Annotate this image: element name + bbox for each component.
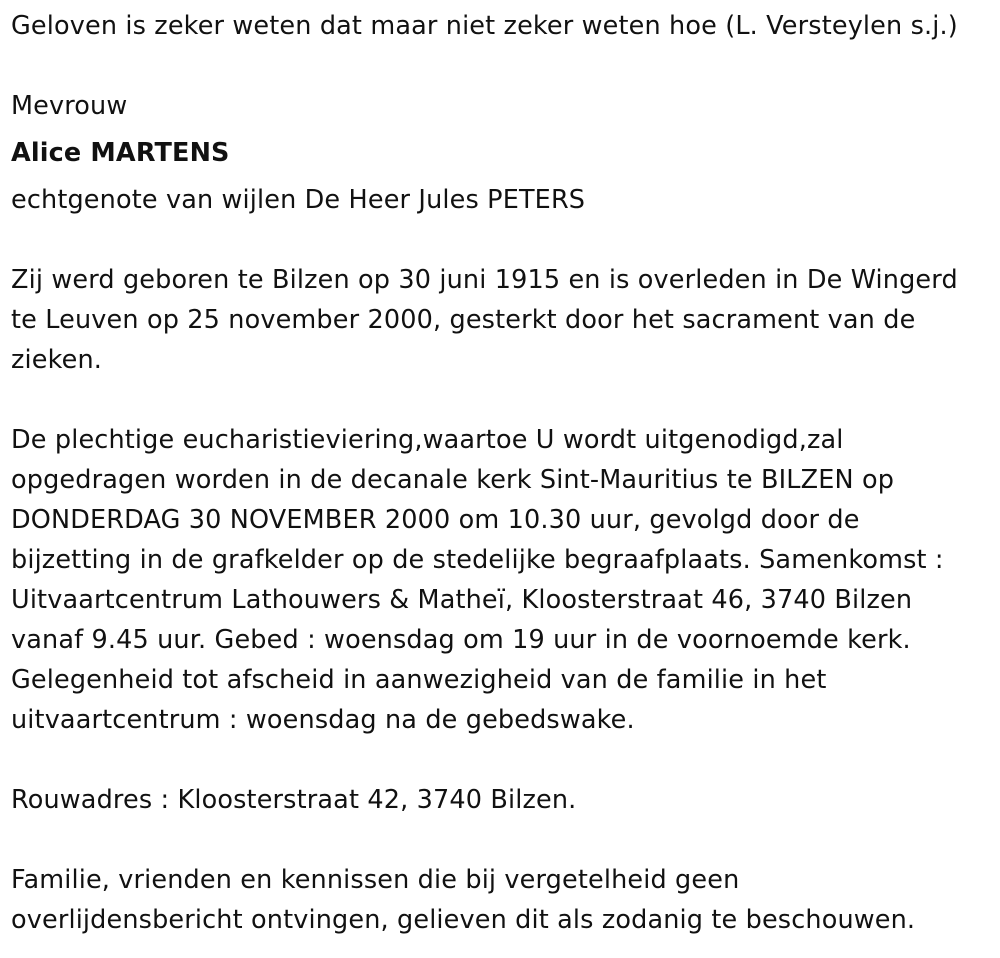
paragraph-line: De plechtige eucharistieviering,waartoe U wordt uitgenodigd,zal [11, 425, 844, 455]
paragraph-line: vanaf 9.45 uur. Gebed : woensdag om 19 uur in de voornoemde kerk. [11, 625, 911, 655]
salutation: Mevrouw [11, 91, 128, 121]
paragraph-line: Gelegenheid tot afscheid in aanwezigheid van de familie in het [11, 665, 827, 695]
paragraph-line: zieken. [11, 345, 103, 375]
paragraph-line: opgedragen worden in de decanale kerk Sint-Mauritius te BILZEN op [11, 465, 895, 495]
ceremony-paragraph [11, 420, 988, 740]
paragraph-line: uitvaartcentrum : woensdag na de gebedswake. [11, 705, 635, 735]
paragraph-line: Uitvaartcentrum Lathouwers & Matheï, Kloosterstraat 46, 3740 Bilzen [11, 585, 913, 615]
mourning-address: Rouwadres : Kloosterstraat 42, 3740 Bilzen. [11, 785, 577, 815]
paragraph-line: overlijdensbericht ontvingen, gelieven dit als zodanig te beschouwen. [11, 905, 916, 935]
relation: echtgenote van wijlen De Heer Jules PETERS [11, 185, 586, 215]
quote: Geloven is zeker weten dat maar niet zeker weten hoe (L. Versteylen s.j.) [11, 11, 958, 41]
paragraph-line: Zij werd geboren te Bilzen op 30 juni 1915 en is overleden in De Wingerd [11, 265, 958, 295]
birth-death-paragraph [11, 260, 988, 380]
paragraph-line: DONDERDAG 30 NOVEMBER 2000 om 10.30 uur, gevolgd door de [11, 505, 860, 535]
paragraph-line: bijzetting in de grafkelder op de stedelijke begraafplaats. Samenkomst : [11, 545, 944, 575]
paragraph-line: Familie, vrienden en kennissen die bij vergetelheid geen [11, 865, 740, 895]
paragraph-line: te Leuven op 25 november 2000, gesterkt door het sacrament van de [11, 305, 916, 335]
deceased-name: Alice MARTENS [11, 138, 230, 168]
closing-paragraph [11, 860, 988, 940]
